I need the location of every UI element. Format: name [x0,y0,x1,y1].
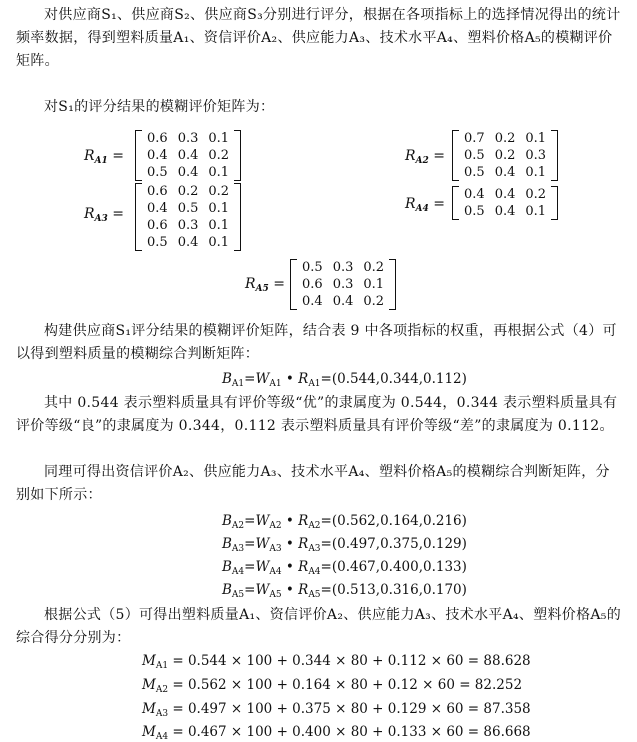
score-a1: $M_{A1} = 0.544 \times 100 + 0.344 \times 80 + 0.112 \times 60 = 88.628$ [142,653,531,671]
matrix-cell: 0.6 [147,131,168,146]
matrix-cell: 0.7 [464,131,485,146]
matrix-cell: 0.4 [177,148,199,163]
intro-paragraph: 对供应商S₁、供应商S₂、供应商S₃分别进行评分，根据在各项指标上的选择情况得出的统计频率数据，得到塑料质量A₁、资信评价A₂、供应能力A₃、技术水平A₄、塑料价格A₅的模糊评价矩阵。 [16,7,621,69]
matrix-cell: 0.4 [332,294,354,309]
matrix-cell: 0.1 [208,201,230,216]
matrix-label-a2: $R_{A2}$ = [405,148,445,166]
matrix-row [459,186,551,203]
matrix-row [297,293,389,310]
matrix-row [297,259,389,276]
matrix-cell: 0.5 [147,235,168,250]
matrix-row [459,130,551,147]
matrix-cell: 0.3 [177,131,199,146]
matrix-cell: 0.4 [494,165,516,180]
matrix-cell: 0.5 [464,165,485,180]
matrix-cell: 0.3 [177,218,199,233]
left-bracket [290,259,297,310]
matrix-cell: 0.4 [494,187,516,202]
score-a4: $M_{A4} = 0.467 \times 100 + 0.400 \times 80 + 0.133 \times 60 = 86.668$ [142,724,531,742]
matrix-cell: 0.4 [464,187,485,202]
matrix-cell: 0.6 [302,277,323,292]
matrix-row [297,276,389,293]
matrix-cell: 0.2 [363,260,385,275]
left-bracket [452,130,459,181]
right-bracket [234,130,241,181]
right-bracket [234,183,241,251]
left-bracket [452,186,459,220]
matrix-cell: 0.2 [177,184,199,199]
judgment-a3: $B_{A3}=W_{A3}$ • $R_{A3}=(0.497,0.375,0.129)$ [222,536,467,554]
matrix-cell: 0.3 [525,148,547,163]
matrix-a4 [452,186,558,220]
matrix-cell: 0.2 [525,187,547,202]
judgment-a2: $B_{A2}=W_{A2}$ • $R_{A2}=(0.562,0.164,0.216)$ [222,513,467,531]
matrix-cell: 0.2 [363,294,385,309]
matrix-cell: 0.5 [302,260,323,275]
judgment-a4: $B_{A4}=W_{A4}$ • $R_{A4}=(0.467,0.400,0.133)$ [222,559,467,577]
matrix-cell: 0.2 [494,131,516,146]
matrix-cell: 0.4 [177,165,199,180]
matrix-cell: 0.2 [208,184,230,199]
matrix-cell: 0.3 [332,260,354,275]
s1-heading: 对S₁的评分结果的模糊评价矩阵为： [44,99,275,115]
matrix-row [142,200,234,217]
matrix-cell: 0.4 [147,148,168,163]
matrix-letter: R [405,196,416,212]
matrix-cell: 0.3 [332,277,354,292]
matrix-a2 [452,130,558,181]
matrix-a5 [290,259,396,310]
matrix-letter: R [84,206,95,222]
matrix-cell: 0.4 [147,201,168,216]
matrix-letter: R [84,148,95,164]
matrix-row [459,147,551,164]
matrix-cell: 0.6 [147,218,168,233]
matrix-cell: 0.2 [208,148,230,163]
matrix-cell: 0.1 [208,235,230,250]
matrix-cell: 0.4 [494,204,516,219]
matrix-letter: R [405,148,416,164]
matrix-row [459,164,551,181]
matrix-cell: 0.1 [363,277,385,292]
right-bracket [389,259,396,310]
matrix-cell: 0.5 [177,201,199,216]
construct-paragraph: 构建供应商S₁评分结果的模糊评价矩阵，结合表 9 中各项指标的权重，再根据公式（4）可以得到塑料质量的模糊综合判断矩阵： [16,323,617,362]
matrix-label-a5: $R_{A5}$ = [245,276,285,294]
matrix-row [142,234,234,251]
matrix-cell: 0.2 [494,148,516,163]
matrix-row [142,164,234,181]
left-bracket [135,130,142,181]
similarly-paragraph: 同理可得出资信评价A₂、供应能力A₃、技术水平A₄、塑料价格A₅的模糊综合判断矩阵，分别如下所示： [16,464,610,503]
matrix-row [142,217,234,234]
matrix-label-a1: $R_{A1}$ = [84,148,124,166]
matrix-cell: 0.1 [208,218,230,233]
left-bracket [135,183,142,251]
matrix-letter: R [245,276,256,292]
matrix-a1 [135,130,241,181]
formula5-paragraph: 根据公式（5）可得出塑料质量A₁、资信评价A₂、供应能力A₃、技术水平A₄、塑料价格A₅的综合得分分别为： [16,607,622,646]
matrix-cell: 0.4 [302,294,323,309]
matrix-cell: 0.1 [525,165,547,180]
right-bracket [551,130,558,181]
matrix-cell: 0.5 [147,165,168,180]
score-a2: $M_{A2} = 0.562 \times 100 + 0.164 \times 80 + 0.12 \times 60 = 82.252$ [142,677,523,695]
matrix-cell: 0.1 [208,165,230,180]
matrix-cell: 0.5 [464,204,485,219]
matrix-cell: 0.1 [208,131,230,146]
matrix-cell: 0.1 [525,204,547,219]
matrix-label-a3: $R_{A3}$ = [84,206,124,224]
explain-paragraph: 其中 0.544 表示塑料质量具有评价等级“优”的隶属度为 0.544，0.344 表示塑料质量具有评价等级“良”的隶属度为 0.344，0.112 表示塑料质量具有评价等级“差”的隶属度为 0.112。 [16,395,618,434]
matrix-cell: 0.6 [147,184,168,199]
matrix-cell: 0.4 [177,235,199,250]
matrix-row [142,130,234,147]
judgment-a1: $B_{A1}=W_{A1}$ • $R_{A1}=(0.544,0.344,0.112)$ [222,371,467,389]
matrix-label-a4: $R_{A4}$ = [405,196,445,214]
matrix-cell: 0.5 [464,148,485,163]
matrix-row [142,147,234,164]
score-a3: $M_{A3} = 0.497 \times 100 + 0.375 \times 80 + 0.129 \times 60 = 87.358$ [142,701,531,719]
matrix-row [142,183,234,200]
judgment-a5: $B_{A5}=W_{A5}$ • $R_{A5}=(0.513,0.316,0.170)$ [222,582,467,600]
right-bracket [551,186,558,220]
matrix-row [459,203,551,220]
matrix-cell: 0.1 [525,131,547,146]
matrix-a3 [135,183,241,251]
